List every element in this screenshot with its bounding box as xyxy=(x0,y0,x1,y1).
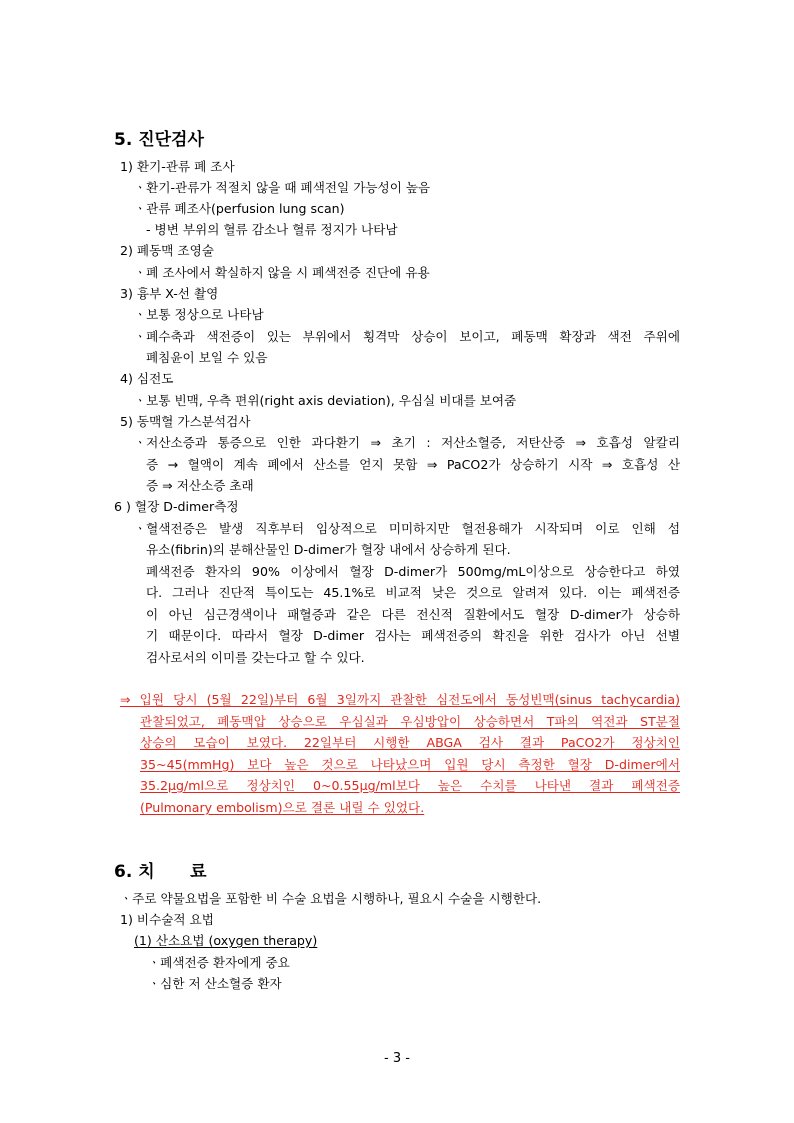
list-item: 이 아닌 심근경색이나 패혈증과 같은 다른 전신적 질환에서도 혈장 D-dimer가 상승하 xyxy=(146,607,680,622)
list-item: ㆍ저산소증과 통증으로 인한 과다환기 ⇒ 초기 : 저산소혈증, 저탄산증 ⇒ 호흡성 알칼리 xyxy=(134,435,680,450)
section5-title: 5. 진단검사 xyxy=(114,130,204,150)
page-number: - 3 - xyxy=(384,1051,410,1066)
list-item: 기 때문이다. 따라서 혈장 D-dimer 검사는 폐색전증의 확진을 위한 검사가 아닌 선별 xyxy=(146,628,680,643)
case-note-line: (Pulmonary embolism)으로 결론 내릴 수 있었다. xyxy=(140,800,425,815)
list-item: ㆍ보통 정상으로 나타남 xyxy=(134,307,264,322)
list-item: 6 ) 혈장 D-dimer측정 xyxy=(114,499,239,514)
list-item: ㆍ환기-관류가 적절치 않을 때 폐색전일 가능성이 높음 xyxy=(134,180,431,195)
list-item: ㆍ심한 저 산소혈증 환자 xyxy=(148,976,282,991)
list-item: ㆍ혈색전증은 발생 직후부터 임상적으로 미미하지만 혈전용해가 시작되며 이로 인해 섬 xyxy=(134,521,680,536)
list-item: 다. 그러나 진단적 특이도는 45.1%로 비교적 낮은 것으로 알려져 있다. 이는 폐색전증 xyxy=(146,585,680,600)
list-item: 증 ⇒ 저산소증 초래 xyxy=(146,478,254,493)
list-item: 1) 비수술적 요법 xyxy=(120,912,214,927)
list-item: 폐색전증 환자의 90% 이상에서 혈장 D-dimer가 500mg/mL이상으로 상승한다고 하였 xyxy=(146,564,680,579)
list-item: 5) 동맥혈 가스분석검사 xyxy=(120,414,251,429)
list-item: ㆍ폐 조사에서 확실하지 않을 시 폐색전증 진단에 유용 xyxy=(134,265,430,280)
list-item: 폐침윤이 보일 수 있음 xyxy=(146,350,268,365)
list-item: 2) 폐동맥 조영술 xyxy=(120,243,214,258)
case-note-line: 35.2μg/ml으로 정상치인 0~0.55μg/ml보다 높은 수치를 나타낸 결과 폐색전증 xyxy=(140,778,680,793)
case-note-line: 35~45(mmHg) 보다 높은 것으로 나타났으며 입원 당시 측정한 혈장 D-dimer에서 xyxy=(140,757,680,772)
list-item: 유소(fibrin)의 분해산물인 D-dimer가 혈장 내에서 상승하게 된다. xyxy=(146,542,511,557)
list-item: 4) 심전도 xyxy=(120,371,174,386)
case-note-line: 관찰되었고, 폐동맥압 상승으로 우심실과 우심방압이 상승하면서 T파의 역전과 ST분절 xyxy=(140,714,680,729)
list-item: 증 → 혈액이 계속 폐에서 산소를 얻지 못함 ⇒ PaCO2가 상승하기 시작 ⇒ 호흡성 산 xyxy=(146,457,680,472)
list-item: 3) 흉부 X-선 촬영 xyxy=(120,286,219,301)
list-item: - 병변 부위의 혈류 감소나 혈류 정지가 나타남 xyxy=(146,222,398,237)
list-item: 1) 환기-관류 폐 조사 xyxy=(120,159,235,174)
case-note-line: 상승의 모습이 보였다. 22일부터 시행한 ABGA 검사 결과 PaCO2가 정상치인 xyxy=(140,735,680,750)
section6-title: 6. 치 료 xyxy=(114,862,207,882)
list-item: ㆍ주로 약물요법을 포함한 비 수술 요법을 시행하나, 필요시 수술을 시행한다. xyxy=(120,891,542,906)
list-item: (1) 산소요법 (oxygen therapy) xyxy=(134,933,318,948)
list-item: ㆍ폐수축과 색전증이 있는 부위에서 횡격막 상승이 보이고, 폐동맥 확장과 색전 주위에 xyxy=(134,329,680,344)
list-item: ㆍ폐색전증 환자에게 중요 xyxy=(148,955,290,970)
case-note-line: ⇒ 입원 당시 (5월 22일)부터 6월 3일까지 관찰한 심전도에서 동성빈맥(sinus tachycardia) xyxy=(120,692,680,707)
list-item: ㆍ보통 빈맥, 우측 편위(right axis deviation), 우심실 비대를 보여줌 xyxy=(134,393,517,408)
list-item: ㆍ관류 폐조사(perfusion lung scan) xyxy=(134,201,345,216)
list-item: 검사로서의 이미를 갖는다고 할 수 있다. xyxy=(146,650,365,665)
